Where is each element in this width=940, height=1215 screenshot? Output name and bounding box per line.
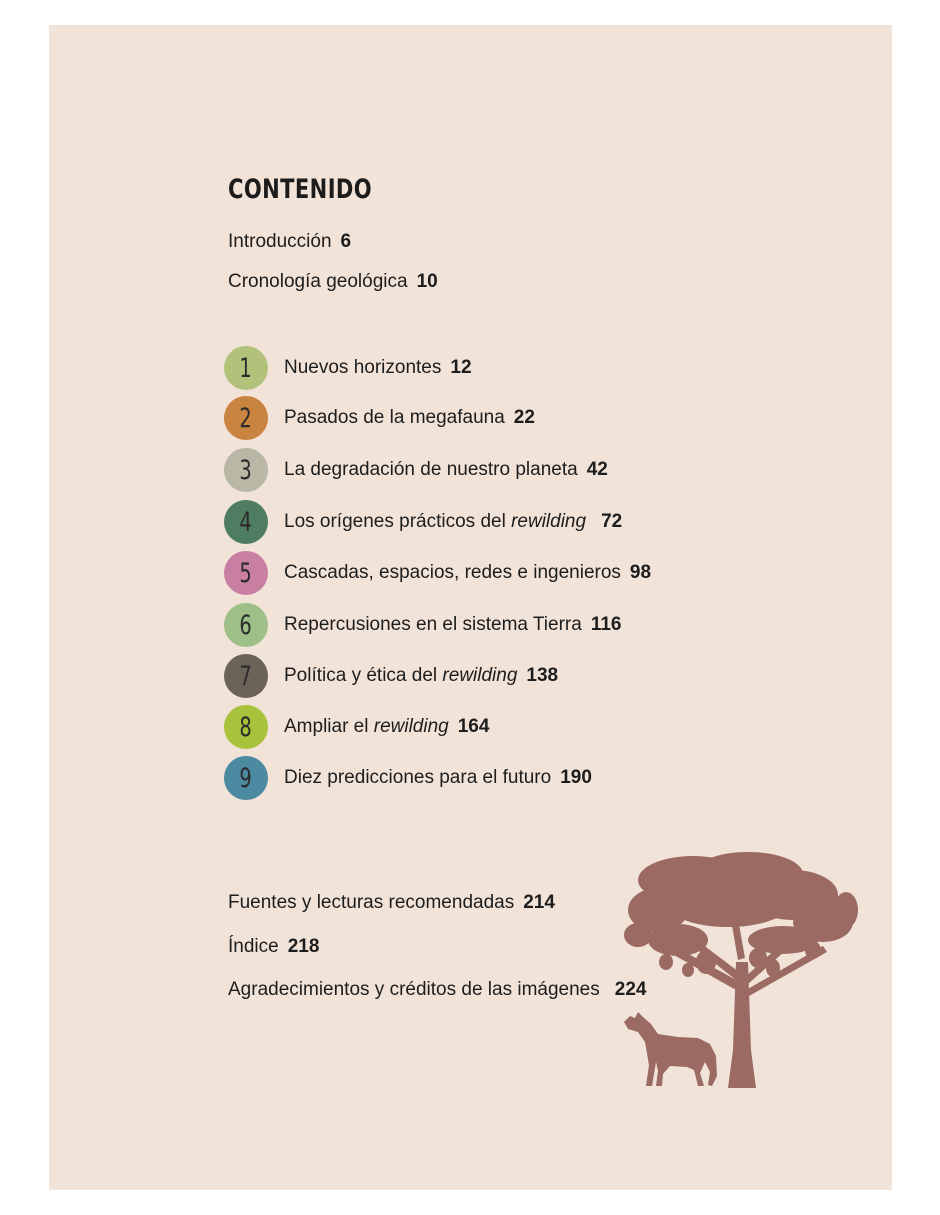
chapter-number-badge: 7 [224,654,268,698]
toc-page-number: 12 [450,357,472,378]
toc-page-number: 218 [287,936,320,957]
chapter-number-badge: 9 [224,756,268,800]
chapter-number-badge: 1 [224,346,268,390]
toc-entry-indice[interactable] [228,935,319,959]
chapter-entry-4[interactable] [224,500,744,544]
chapter-title: Cascadas, espacios, redes e ingenieros 98 [284,562,652,583]
toc-page-number: 72 [601,511,623,532]
chapter-entry-9[interactable] [224,756,744,800]
toc-page-number: 10 [416,271,438,292]
chapter-entry-5[interactable] [224,551,744,595]
chapter-entry-2[interactable] [224,396,744,440]
toc-label: Índice [228,936,279,957]
chapter-title: La degradación de nuestro planeta 42 [284,459,608,480]
toc-entry-agradecimientos[interactable] [228,978,646,1002]
toc-page-number: 22 [513,407,535,428]
toc-page-number: 42 [586,459,608,480]
chapter-title: Política y ética del rewilding 138 [284,665,559,686]
chapter-entry-7[interactable] [224,654,744,698]
chapter-title: Repercusiones en el sistema Tierra 116 [284,614,622,635]
toc-label: Agradecimientos y créditos de las imágenes [228,979,600,1000]
chapter-title: Ampliar el rewilding 164 [284,716,490,737]
chapter-title: Pasados de la megafauna 22 [284,407,535,428]
toc-page-number: 190 [560,767,592,788]
tree-and-wolf-silhouette-icon [618,850,863,1095]
toc-entry-fuentes[interactable] [228,891,555,915]
toc-entry-introduccion[interactable] [228,230,351,254]
chapter-number-badge: 3 [224,448,268,492]
chapter-entry-3[interactable] [224,448,744,492]
chapter-number-badge: 8 [224,705,268,749]
toc-page-number: 224 [614,979,647,1000]
chapter-number-badge: 6 [224,603,268,647]
toc-page-number: 214 [523,892,555,913]
chapter-entry-8[interactable] [224,705,744,749]
chapter-title: Los orígenes prácticos del rewilding 72 [284,511,623,532]
page-title: CONTENIDO [228,174,373,205]
toc-page-number: 98 [629,562,652,583]
chapter-entry-6[interactable] [224,603,744,647]
toc-page-number: 164 [457,716,490,737]
toc-label: Cronología geológica [228,271,408,292]
chapter-number-badge: 4 [224,500,268,544]
chapter-number-badge: 2 [224,396,268,440]
toc-entry-cronologia[interactable] [228,270,438,294]
toc-page-number: 6 [340,231,352,252]
chapter-title: Diez predicciones para el futuro 190 [284,767,592,788]
chapter-entry-1[interactable] [224,346,744,390]
chapter-title: Nuevos horizontes 12 [284,357,472,378]
toc-label: Fuentes y lecturas recomendadas [228,892,515,913]
toc-label: Introducción [228,231,332,252]
toc-page-number: 116 [590,614,622,635]
chapter-number-badge: 5 [224,551,268,595]
toc-page-number: 138 [526,665,559,686]
